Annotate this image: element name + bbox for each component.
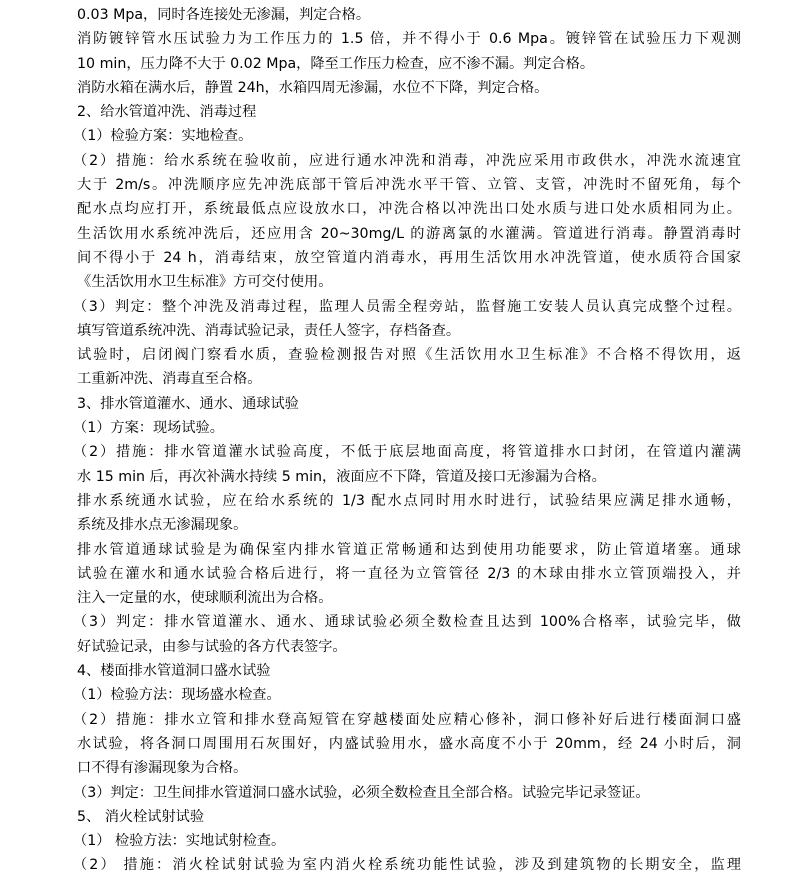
text-line: 排水管道通球试验是为确保室内排水管道正常畅通和达到使用功能要求，防止管道堵塞。通球 [77, 541, 741, 558]
text-line: 排水系统通水试验，应在给水系统的 1/3 配水点同时用水时进行，试验结果应满足排水通畅， [77, 492, 741, 509]
text-line: （2） 措施：消火栓试射试验为室内消火栓系统功能性试验，涉及到建筑物的长期安全，监理 [73, 857, 741, 874]
text-line: （1）检验方法：现场盛水检查。 [73, 687, 281, 704]
text-line: 填写管道系统冲洗、消毒试验记录，责任人签字，存档备查。 [77, 322, 461, 339]
text-line: 消防镀锌管水压试验力为工作压力的 1.5 倍，并不得小于 0.6 Mpa。镀锌管在试验压力下观测 [77, 31, 741, 48]
text-line: 注入一定量的水，使球顺利流出为合格。 [77, 590, 333, 607]
text-line: 系统及排水点无渗漏现象。 [77, 517, 248, 534]
text-line: （2）措施：排水立管和排水登高短管在穿越楼面处应精心修补，洞口修补好后进行楼面洞口盛 [73, 711, 741, 728]
text-line: 工重新冲洗、消毒直至合格。 [77, 371, 262, 388]
text-line: 生活饮用水系统冲洗后，还应用含 20~30mg/L 的游离氯的水灌满。管道进行消毒。静置消毒时 [77, 225, 741, 242]
text-line: 5、 消火栓试射试验 [77, 808, 205, 825]
text-line: 间不得小于 24 h，消毒结束，放空管道内消毒水，再用生活饮用水冲洗管道，使水质符合国家 [77, 249, 741, 266]
text-line: 2、给水管道冲洗、消毒过程 [77, 104, 257, 121]
text-line: 《生活饮用水卫生标准》方可交付使用。 [77, 274, 333, 291]
text-line: （1）方案：现场试验。 [73, 420, 224, 437]
text-line: 消防水箱在满水后，静置 24h，水箱四周无渗漏，水位不下降，判定合格。 [77, 79, 549, 96]
text-line: （1）检验方案：实地检查。 [73, 128, 253, 145]
text-line: 试验时，启闭阀门察看水质，查验检测报告对照《生活饮用水卫生标准》不合格不得饮用，返 [77, 347, 741, 364]
text-line: 3、排水管道灌水、通水、通球试验 [77, 395, 299, 412]
text-line: （3）判定：卫生间排水管道洞口盛水试验，必须全数检查且全部合格。试验完毕记录签证。 [73, 784, 650, 801]
text-line: 好试验记录，由参与试验的各方代表签字。 [77, 638, 347, 655]
text-line: （3）判定：排水管道灌水、通水、通球试验必须全数检查且达到 100%合格率，试验完毕，做 [73, 614, 741, 631]
text-line: （2）措施：排水管道灌水试验高度，不低于底层地面高度，将管道排水口封闭，在管道内灌满 [73, 444, 741, 461]
text-line: （1） 检验方法：实地试射检查。 [73, 833, 286, 850]
text-line: 4、楼面排水管道洞口盛水试验 [77, 663, 271, 680]
text-line: 水试验，将各洞口周围用石灰围好，内盛试验用水，盛水高度不小于 20mm，经 24 小时后，洞 [77, 735, 741, 752]
text-line: （3）判定：整个冲洗及消毒过程，监理人员需全程旁站，监督施工安装人员认真完成整个过程。 [73, 298, 741, 315]
text-line: 10 min，压力降不大于 0.02 Mpa，降至工作压力检查，应不渗不漏。判定合格。 [77, 55, 595, 72]
text-line: 大于 2m/s。冲洗顺序应先冲洗底部干管后冲洗水平干管、立管、支管，冲洗时不留死角，每个 [77, 177, 741, 194]
text-line: 0.03 Mpa，同时各连接处无渗漏，判定合格。 [77, 7, 371, 23]
text-line: 试验在灌水和通水试验合格后进行，将一直径为立管管径 2/3 的木球由排水立管顶端投入，并 [77, 565, 741, 582]
text-line: （2）措施：给水系统在验收前，应进行通水冲洗和消毒，冲洗应采用市政供水，冲洗水流速宜 [73, 152, 741, 169]
document-page [73, 3, 741, 878]
text-line: 配水点均应打开，系统最低点应设放水口，冲洗合格以冲洗出口处水质与进口处水质相同为止。 [77, 201, 741, 218]
text-line: 水 15 min 后，再次补满水持续 5 min，液面应不下降，管道及接口无渗漏为合格。 [77, 468, 606, 485]
text-line: 口不得有渗漏现象为合格。 [77, 760, 248, 777]
